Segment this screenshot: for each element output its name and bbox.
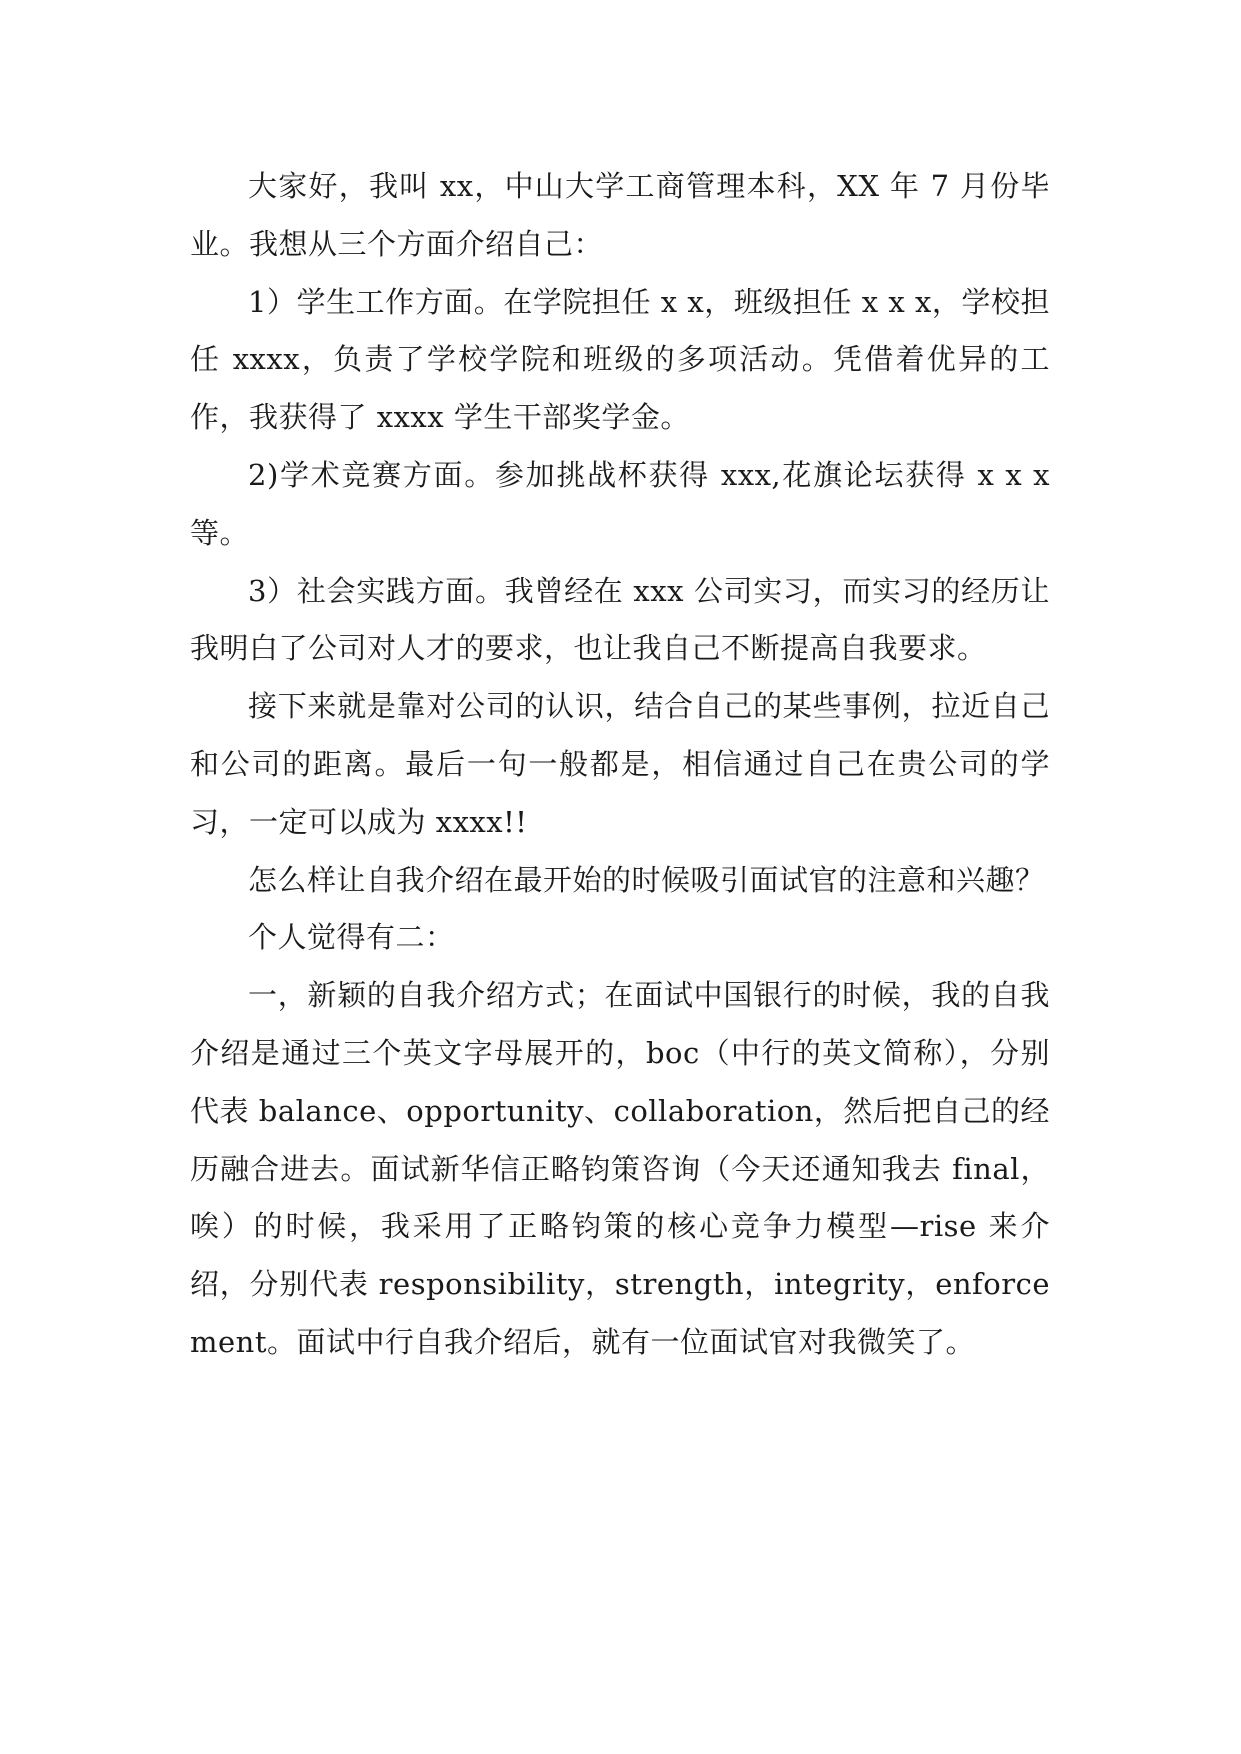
paragraph-student-work: 1）学生工作方面。在学院担任 x x，班级担任 x x x，学校担任 xxxx，负责了学校学院和班级的多项活动。凭借着优异的工作，我获得了 xxxx 学生干部奖学金。 — [190, 284, 1050, 435]
paragraph-academic-competition: 2)学术竞赛方面。参加挑战杯获得 xxx,花旗论坛获得 x x x 等。 — [190, 457, 1050, 550]
paragraph-two-points: 个人觉得有二： — [248, 920, 455, 955]
document-body — [190, 158, 1050, 1372]
paragraph-intro: 大家好，我叫 xx，中山大学工商管理本科，XX 年 7 月份毕业。我想从三个方面介绍自己： — [190, 169, 1050, 261]
paragraph-question: 怎么样让自我介绍在最开始的时候吸引面试官的注意和兴趣？ — [248, 862, 1045, 897]
paragraph-novel-method: 一，新颖的自我介绍方式；在面试中国银行的时候，我的自我介绍是通过三个英文字母展开的，boc（中行的英文简称），分别代表 balance、opportunity、collaboration，然后把自己的经历融合进去。面试新华信正略钧策咨询（今天还通知我去 final，唉）的时候，我采用了正略钧策的核心竞争力模型—rise 来介绍，分别代表 responsibility，strength，integrity，enforcement。面试中行自我介绍后，就有一位面试官对我微笑了。 — [190, 978, 1050, 1359]
paragraph-company-connection: 接下来就是靠对公司的认识，结合自己的某些事例，拉近自己和公司的距离。最后一句一般都是，相信通过自己在贵公司的学习，一定可以成为 xxxx!! — [190, 689, 1050, 839]
paragraph-social-practice: 3）社会实践方面。我曾经在 xxx 公司实习，而实习的经历让我明白了公司对人才的要求，也让我自己不断提高自我要求。 — [190, 573, 1050, 666]
